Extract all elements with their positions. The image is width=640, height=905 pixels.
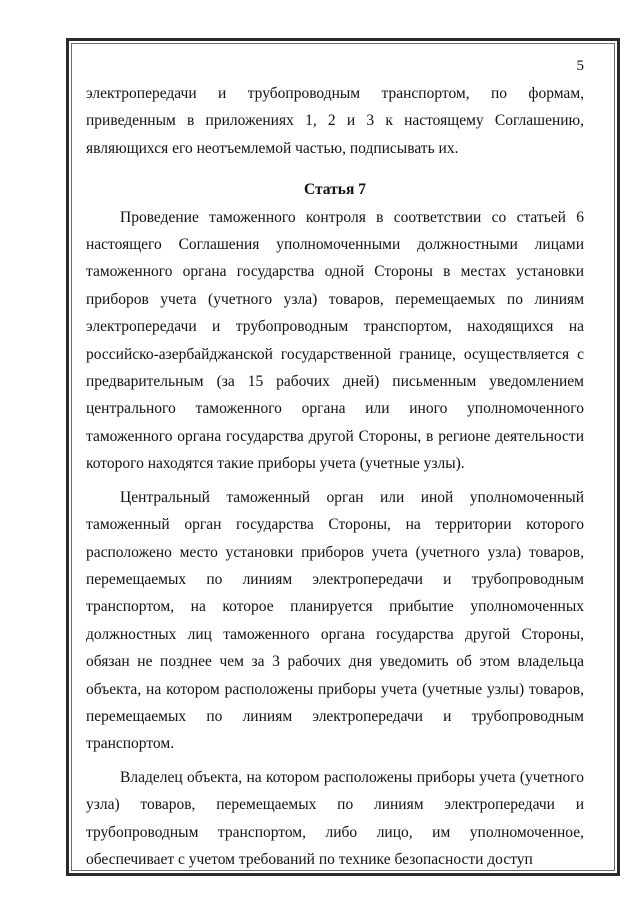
document-body — [86, 80, 584, 873]
article-heading: Статья 7 — [304, 181, 366, 199]
page-number: 5 — [576, 58, 584, 74]
article-paragraph-1: Проведение таможенного контроля в соответствии со статьей 6 настоящего Соглашения уполномоченными должностными лицами таможенного органа государства одной Стороны в местах установки приборов учета (учетного узла) товаров, перемещаемых по линиям электропередачи и трубопроводным транспортом, находящихся на российско-азербайджанской государственной границе, осуществляется с предварительным (за 15 рабочих дней) письменным уведомлением центрального таможенного органа или иного уполномоченного таможенного органа государства другой Стороны, в регионе деятельности которого находятся такие приборы учета (учетные узлы). — [86, 208, 584, 473]
article-paragraph-2: Центральный таможенный орган или иной уполномоченный таможенный орган государства Стороны, на территории которого расположено место установки приборов учета (учетного узла) товаров, перемещаемых по линиям электропередачи и трубопроводным транспортом, на которое планируется прибытие уполномоченных должностных лиц таможенного органа государства другой Стороны, обязан не позднее чем за 3 рабочих дня уведомить об этом владельца объекта, на котором расположены приборы учета (учетные узлы) товаров, перемещаемых по линиям электропередачи и трубопроводным транспортом. — [86, 488, 584, 753]
article-paragraph-3: Владелец объекта, на котором расположены приборы учета (учетного узла) товаров, перемещаемых по линиям электропередачи и трубопроводным транспортом, либо лицо, им уполномоченное, обеспечивает с учетом требований по технике безопасности доступ — [86, 768, 584, 868]
continuation-paragraph: электропередачи и трубопроводным транспортом, по формам, приведенным в приложениях 1, 2 и 3 к настоящему Соглашению, являющихся его неотъемлемой частью, подписывать их. — [86, 85, 584, 157]
